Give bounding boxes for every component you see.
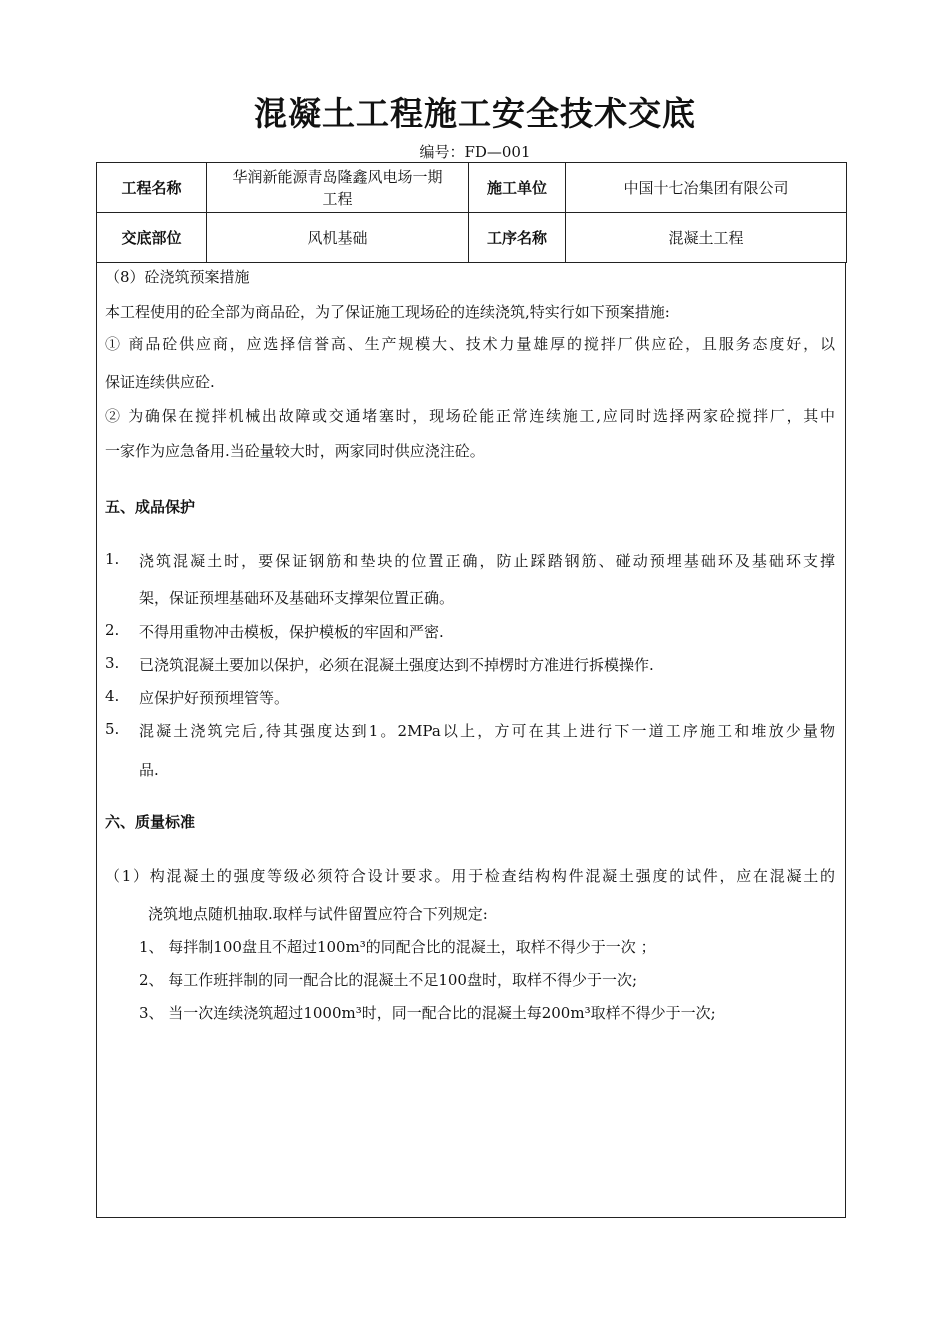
contractor-label: 施工单位 bbox=[469, 163, 566, 213]
sec5-item3-text: 已浇筑混凝土要加以保护，必须在混凝土强度达到不掉楞时方准进行拆模操作. bbox=[139, 656, 654, 674]
sec5-item4-text: 应保护好预预埋管等。 bbox=[139, 689, 290, 707]
project-name-line2: 工程 bbox=[322, 189, 353, 208]
sec6-rule2: 2、 每工作班拌制的同一配合比的混凝土不足100盘时，取样不得少于一次; bbox=[139, 971, 637, 989]
contractor-value: 中国十七冶集团有限公司 bbox=[566, 163, 847, 213]
sec6-rule3: 3、 当一次连续浇筑超过1000m³时，同一配合比的混凝土每200m³取样不得少于一次; bbox=[139, 1004, 716, 1022]
sec5-item2-text: 不得用重物冲击模板，保护模板的牢固和严密. bbox=[139, 623, 444, 641]
sec5-item4-num: 4. bbox=[105, 687, 120, 705]
section6-heading: 六、质量标准 bbox=[105, 813, 196, 831]
sec5-item1-line1: 浇筑混凝土时，要保证钢筋和垫块的位置正确，防止踩踏钢筋、碰动预埋基础环及基础环支撑 bbox=[139, 552, 835, 570]
sec6-p1-line1: （1）构混凝土的强度等级必须符合设计要求。用于检查结构构件混凝土强度的试件，应在混凝土的 bbox=[105, 867, 835, 885]
s8-item2-line2: 一家作为应急备用.当砼量较大时，两家同时供应浇注砼。 bbox=[105, 442, 485, 460]
sec5-item2-num: 2. bbox=[105, 621, 120, 639]
project-name-value bbox=[207, 163, 469, 213]
sec5-item1-line2: 架，保证预埋基础环及基础环支撑架位置正确。 bbox=[139, 589, 455, 607]
s8-item2-line1: ② 为确保在搅拌机械出故障或交通堵塞时，现场砼能正常连续施工,应同时选择两家砼搅拌厂，其中 bbox=[105, 407, 835, 425]
s8-title: （8）砼浇筑预案措施 bbox=[105, 268, 250, 286]
project-name-line1: 华润新能源青岛隆鑫风电场一期 bbox=[232, 167, 443, 186]
sec5-item5-line2: 品. bbox=[139, 761, 159, 779]
document-number: 编号：FD—001 bbox=[419, 143, 531, 161]
handover-part-label: 交底部位 bbox=[97, 213, 207, 263]
section5-heading: 五、成品保护 bbox=[105, 498, 196, 516]
process-name-label: 工序名称 bbox=[469, 213, 566, 263]
handover-part-value: 风机基础 bbox=[207, 213, 469, 263]
sec6-rule1: 1、 每拌制100盘且不超过100m³的同配合比的混凝土，取样不得少于一次 ； bbox=[139, 938, 656, 956]
s8-intro: 本工程使用的砼全部为商品砼，为了保证施工现场砼的连续浇筑,特实行如下预案措施: bbox=[105, 303, 670, 321]
sec6-p1-line2: 浇筑地点随机抽取.取样与试件留置应符合下列规定: bbox=[148, 905, 488, 923]
header-table bbox=[96, 162, 847, 263]
s8-item1-line2: 保证连续供应砼. bbox=[105, 373, 215, 391]
sec5-item5-line1: 混凝土浇筑完后,待其强度达到1。2MPa以上，方可在其上进行下一道工序施工和堆放少量物 bbox=[139, 722, 835, 740]
sec5-item3-num: 3. bbox=[105, 654, 120, 672]
sec5-item5-num: 5. bbox=[105, 720, 120, 738]
project-name-label: 工程名称 bbox=[97, 163, 207, 213]
process-name-value: 混凝土工程 bbox=[566, 213, 847, 263]
s8-item1-line1: ① 商品砼供应商，应选择信誉高、生产规模大、技术力量雄厚的搅拌厂供应砼，且服务态度好，以 bbox=[105, 335, 835, 353]
sec5-item1-num: 1. bbox=[105, 550, 120, 568]
document-title: 混凝土工程施工安全技术交底 bbox=[254, 94, 696, 133]
